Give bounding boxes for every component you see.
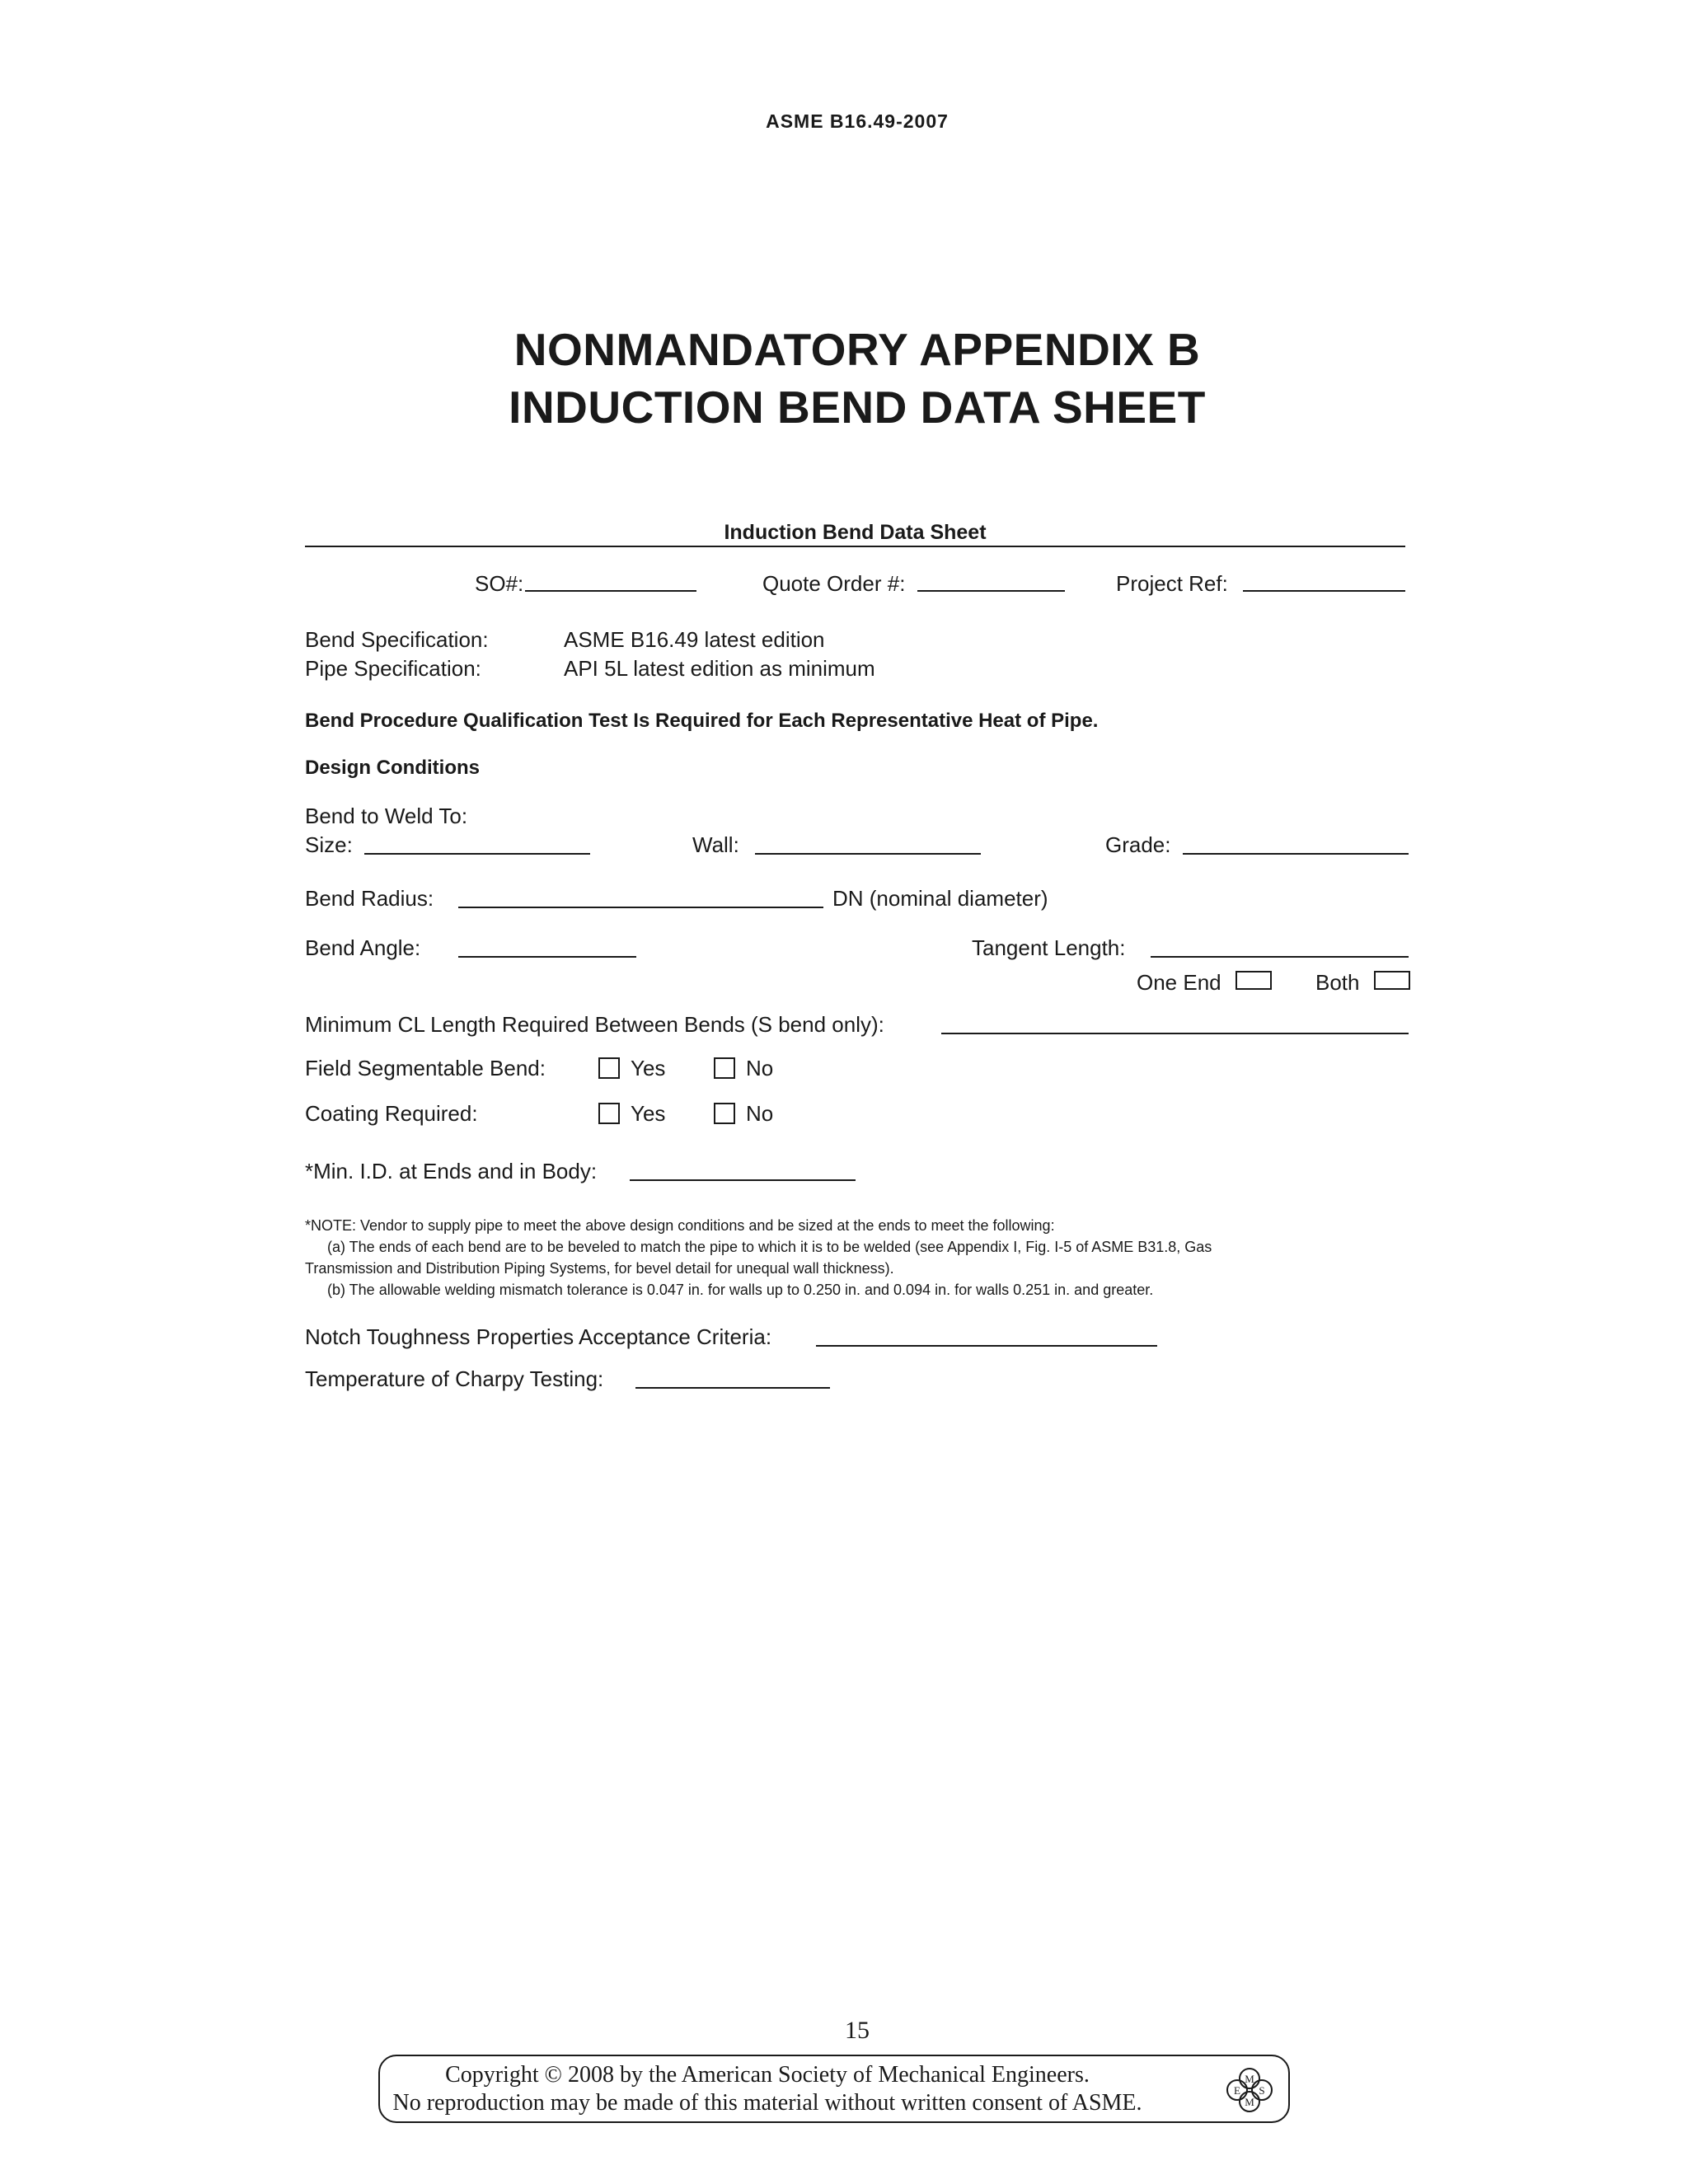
running-head: ASME B16.49-2007 xyxy=(766,110,949,132)
notch-toughness-label: Notch Toughness Properties Acceptance Criteria: xyxy=(305,1324,772,1349)
svg-text:S: S xyxy=(1259,2084,1265,2097)
pipe-spec-label: Pipe Specification: xyxy=(305,656,481,681)
tangent-length-field[interactable] xyxy=(1151,956,1409,958)
coating-yes-label: Yes xyxy=(631,1101,666,1126)
charpy-temperature-field[interactable] xyxy=(635,1387,830,1389)
min-id-label: *Min. I.D. at Ends and in Body: xyxy=(305,1159,598,1183)
coating-no-label: No xyxy=(746,1101,774,1126)
both-checkbox[interactable] xyxy=(1374,971,1410,990)
one-end-label: One End xyxy=(1137,970,1221,995)
bend-radius-field[interactable] xyxy=(458,907,823,908)
note-a-line1: (a) The ends of each bend are to be beveled to match the pipe to which it is to be welded (see Appendix I, Fig. I-5 of ASME B31.8, Gas xyxy=(327,1239,1212,1255)
coating-no-checkbox[interactable] xyxy=(714,1103,735,1124)
grade-field[interactable] xyxy=(1183,853,1409,855)
grade-label: Grade: xyxy=(1105,832,1171,857)
copyright-line1: Copyright © 2008 by the American Society of Mechanical Engineers. xyxy=(445,2062,1090,2088)
bend-angle-field[interactable] xyxy=(458,956,636,958)
bend-spec-value: ASME B16.49 latest edition xyxy=(564,627,825,652)
pipe-spec-value: API 5L latest edition as minimum xyxy=(564,656,875,681)
wall-label: Wall: xyxy=(692,832,739,857)
asme-logo-icon xyxy=(1225,2066,1274,2114)
appendix-title-line1: NONMANDATORY APPENDIX B xyxy=(513,324,1201,375)
note-b: (b) The allowable welding mismatch tolerance is 0.047 in. for walls up to 0.250 in. and 0.094 in. for walls 0.251 in. and greater. xyxy=(327,1282,1154,1298)
coating-required-label: Coating Required: xyxy=(305,1101,478,1126)
heading-rule xyxy=(305,546,1405,547)
field-segmentable-yes-checkbox[interactable] xyxy=(598,1057,620,1079)
bend-radius-unit: DN (nominal diameter) xyxy=(832,886,1048,911)
one-end-checkbox[interactable] xyxy=(1236,971,1272,990)
so-label: SO#: xyxy=(475,571,524,596)
copyright-line2: No reproduction may be made of this material without written consent of ASME. xyxy=(392,2090,1142,2116)
svg-text:M: M xyxy=(1245,2073,1254,2085)
project-ref-label: Project Ref: xyxy=(1116,571,1228,596)
bend-spec-label: Bend Specification: xyxy=(305,627,489,652)
charpy-temperature-label: Temperature of Charpy Testing: xyxy=(305,1366,604,1391)
quote-order-field[interactable] xyxy=(917,590,1065,592)
notch-toughness-field[interactable] xyxy=(816,1345,1157,1347)
page-number: 15 xyxy=(845,2017,870,2044)
bend-radius-label: Bend Radius: xyxy=(305,886,434,911)
field-segmentable-label: Field Segmentable Bend: xyxy=(305,1056,546,1080)
so-field[interactable] xyxy=(525,590,696,592)
coating-yes-checkbox[interactable] xyxy=(598,1103,620,1124)
design-conditions-heading: Design Conditions xyxy=(305,757,480,779)
quote-order-label: Quote Order #: xyxy=(762,571,906,596)
min-id-field[interactable] xyxy=(630,1179,856,1181)
min-cl-label: Minimum CL Length Required Between Bends (S bend only): xyxy=(305,1012,884,1037)
svg-text:M: M xyxy=(1245,2096,1254,2108)
qualification-note: Bend Procedure Qualification Test Is Required for Each Representative Heat of Pipe. xyxy=(305,710,1099,732)
tangent-length-label: Tangent Length: xyxy=(972,935,1126,960)
project-ref-field[interactable] xyxy=(1243,590,1405,592)
bend-to-weld-label: Bend to Weld To: xyxy=(305,804,468,828)
field-segmentable-no-checkbox[interactable] xyxy=(714,1057,735,1079)
copyright-notice xyxy=(378,2055,1290,2123)
min-cl-field[interactable] xyxy=(941,1033,1409,1034)
size-field[interactable] xyxy=(364,853,590,855)
field-segmentable-yes-label: Yes xyxy=(631,1056,666,1080)
size-label: Size: xyxy=(305,832,353,857)
note-a-line2: Transmission and Distribution Piping Systems, for bevel detail for unequal wall thickness). xyxy=(305,1260,894,1277)
note-intro: *NOTE: Vendor to supply pipe to meet the above design conditions and be sized at the ends to meet the following: xyxy=(305,1217,1055,1234)
appendix-title-line2: INDUCTION BEND DATA SHEET xyxy=(509,382,1206,433)
sheet-heading: Induction Bend Data Sheet xyxy=(724,521,987,544)
field-segmentable-no-label: No xyxy=(746,1056,774,1080)
wall-field[interactable] xyxy=(755,853,981,855)
svg-text:E: E xyxy=(1234,2084,1240,2097)
both-label: Both xyxy=(1315,970,1360,995)
bend-angle-label: Bend Angle: xyxy=(305,935,421,960)
